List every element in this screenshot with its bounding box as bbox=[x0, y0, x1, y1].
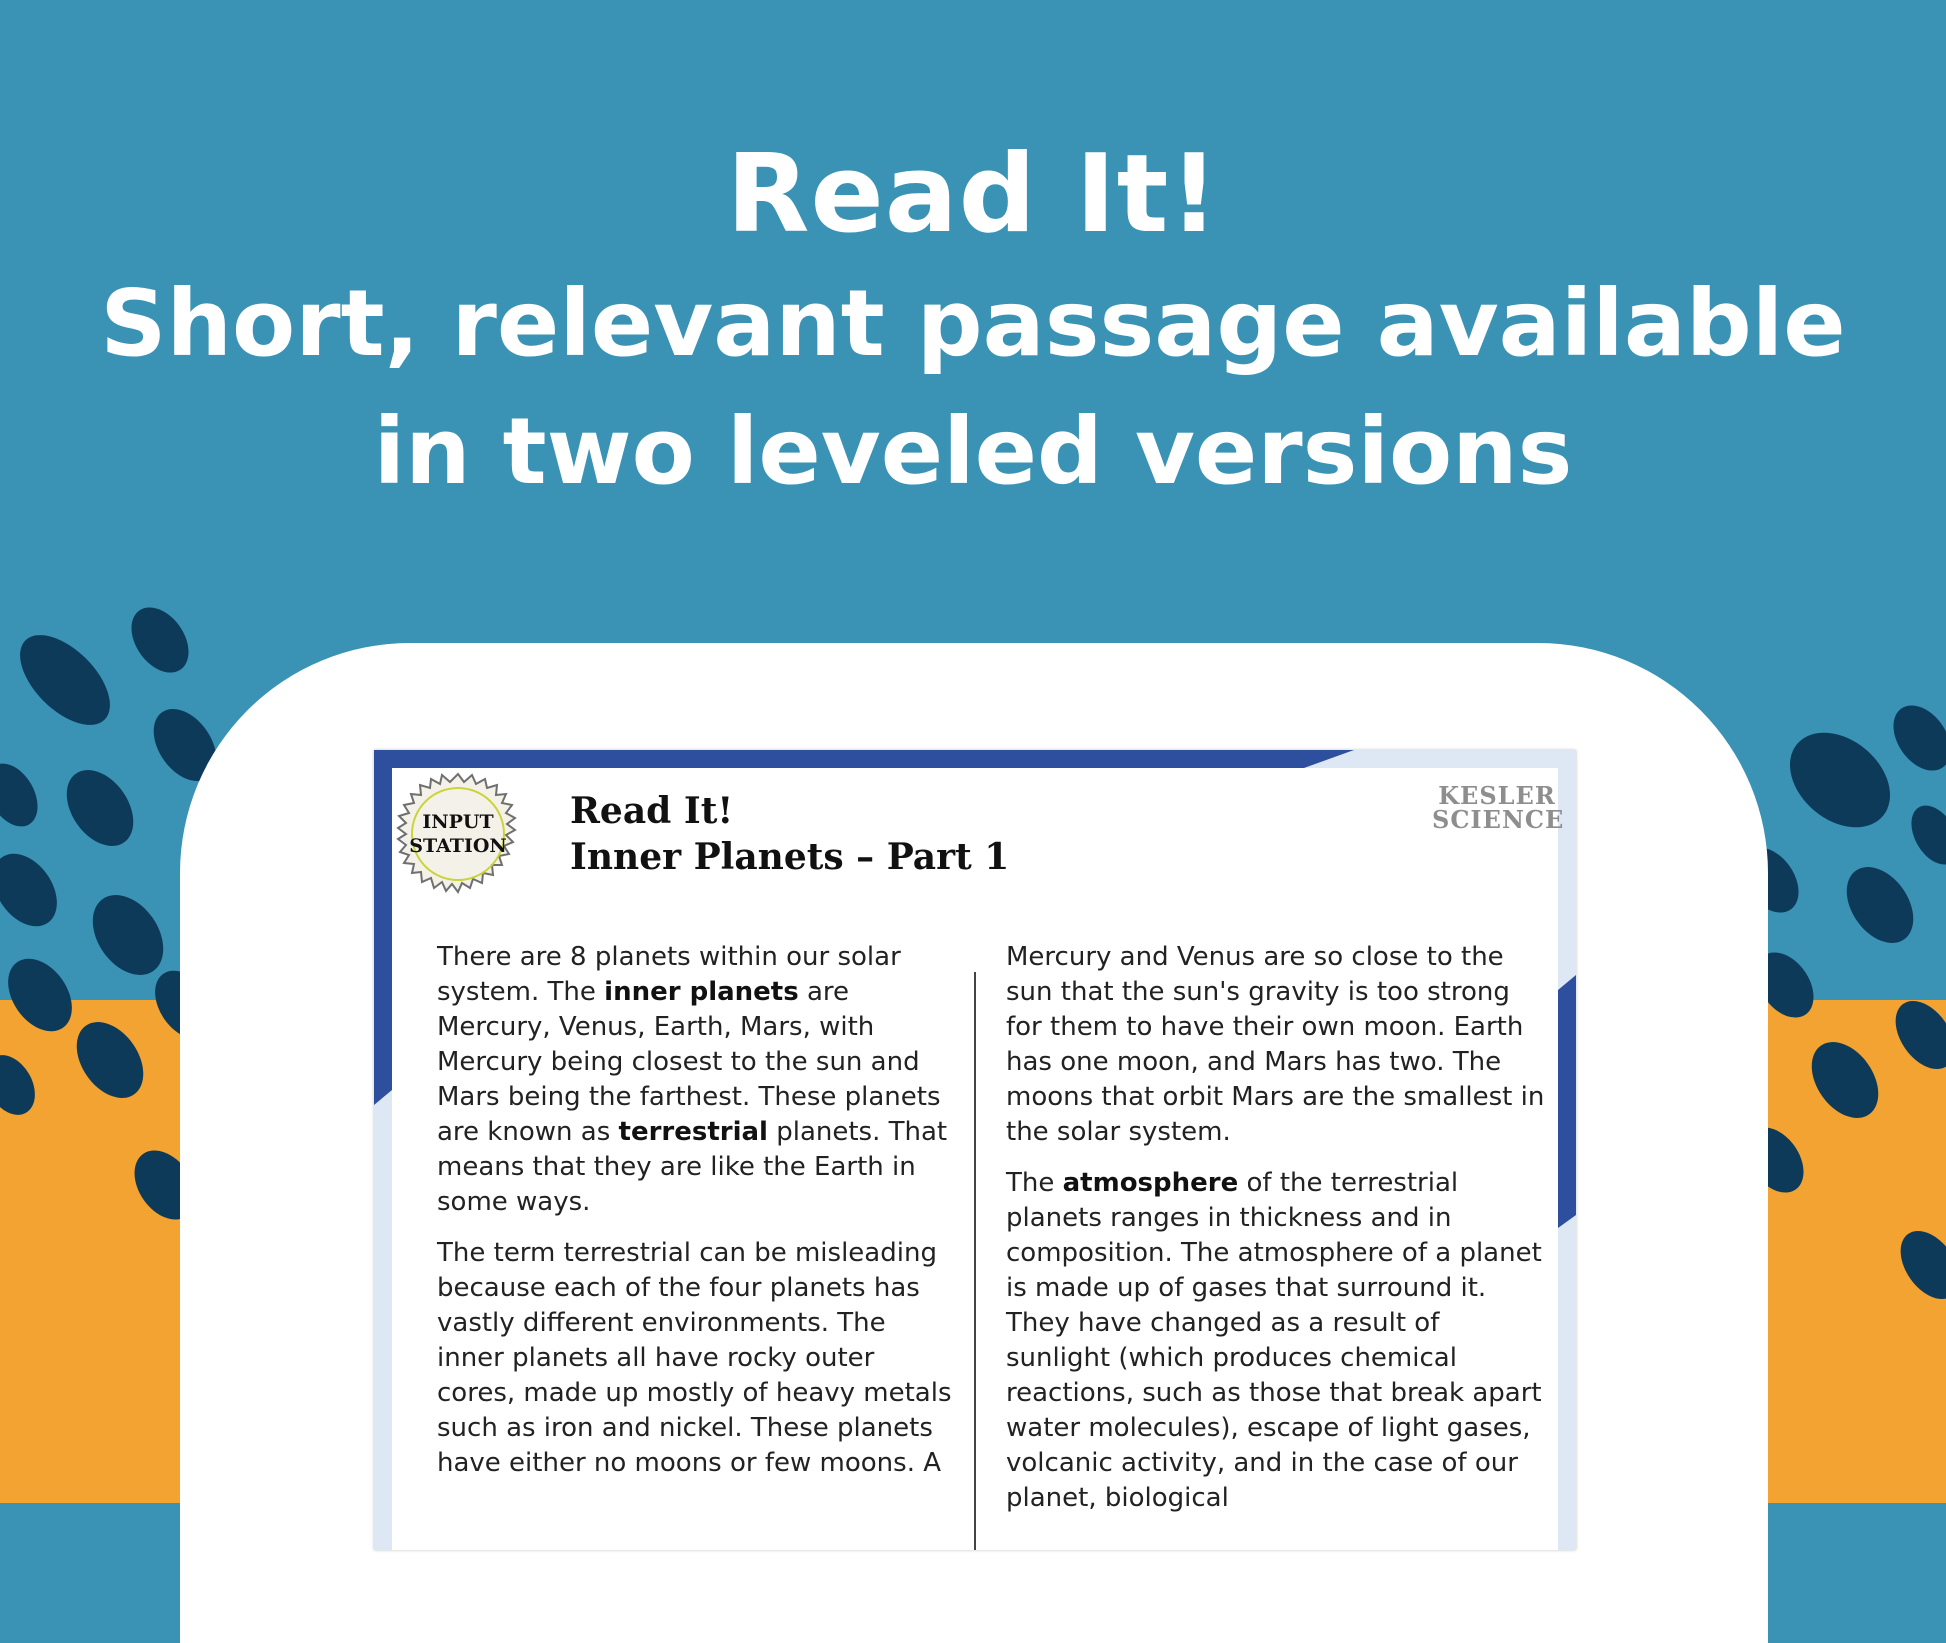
logo-line2: SCIENCE bbox=[1432, 805, 1565, 834]
worksheet-title bbox=[570, 788, 1009, 880]
logo-line1: KESLER bbox=[1438, 781, 1556, 810]
headline bbox=[0, 130, 1946, 516]
right-column bbox=[1006, 940, 1551, 1532]
headline-subtitle-line2: in two leveled versions bbox=[373, 398, 1573, 505]
worksheet-title-line2: Inner Planets – Part 1 bbox=[570, 836, 1010, 878]
worksheet-preview bbox=[374, 750, 1576, 1550]
headline-subtitle-line1: Short, relevant passage available bbox=[100, 270, 1846, 377]
headline-title: Read It! bbox=[726, 132, 1220, 257]
term-inner-planets: inner planets bbox=[604, 977, 799, 1007]
worksheet-title-line1: Read It! bbox=[570, 790, 734, 832]
left-paragraph-1: There are 8 planets within our solar system. The inner planets are Mercury, Venus, Earth, Mars, with Mercury being closest to the sun and Mars being the farthest. These planets are known as terrestrial planets. That means that they are like the Earth in some ways. bbox=[437, 942, 948, 1217]
column-divider bbox=[974, 972, 976, 1550]
kesler-science-logo bbox=[1432, 781, 1565, 834]
badge-line2: STATION bbox=[409, 835, 507, 857]
left-paragraph-2: The term terrestrial can be misleading because each of the four planets has vastly different environments. The inner planets all have rocky outer cores, made up mostly of heavy metals such as iron and nickel. These planets have either no moons or few moons. A bbox=[437, 1238, 952, 1478]
right-paragraph-1: Mercury and Venus are so close to the sun that the sun's gravity is too strong for them to have their own moon. Earth has one moon, and Mars has two. The moons that orbit Mars are the smallest in the solar system. bbox=[1006, 942, 1545, 1147]
term-atmosphere: atmosphere bbox=[1062, 1168, 1239, 1198]
input-station-badge bbox=[394, 772, 522, 900]
left-column bbox=[437, 940, 957, 1497]
badge-line1: INPUT bbox=[422, 811, 494, 833]
right-paragraph-2: The atmosphere of the terrestrial planets ranges in thickness and in composition. The atmosphere of a planet is made up of gases that surround it. They have changed as a result of sunlight (which produces chemical reactions, such as those that break apart water molecules), escape of light gases, volcanic activity, and in the case of our planet, biological bbox=[1006, 1168, 1542, 1513]
term-terrestrial: terrestrial bbox=[618, 1117, 768, 1147]
